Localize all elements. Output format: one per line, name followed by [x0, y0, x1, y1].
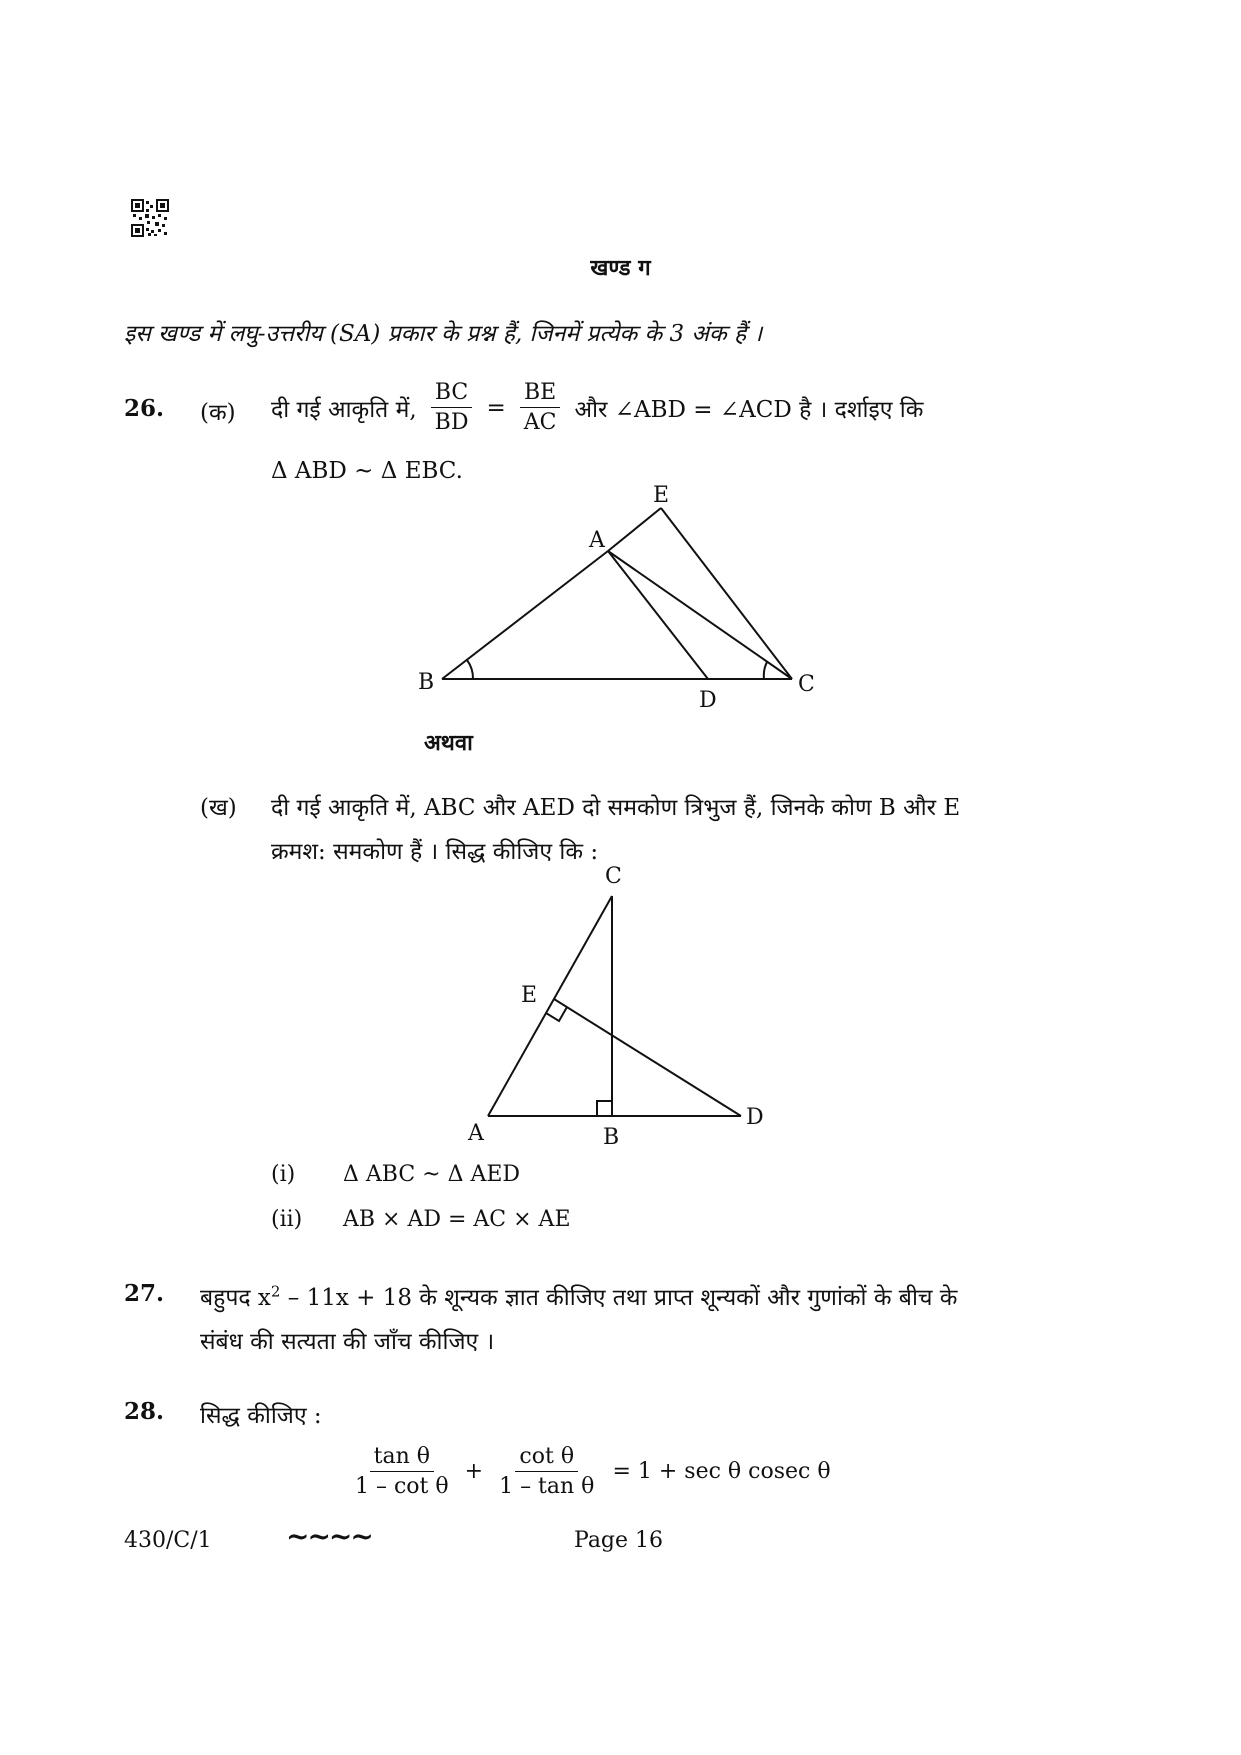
right-angle-b	[597, 1101, 612, 1116]
fraction-be-ac	[520, 380, 561, 435]
or-separator: अथवा	[424, 730, 473, 756]
label-a: A	[589, 528, 605, 553]
q27-suffix: – 11x + 18 के शून्यक ज्ञात कीजिए तथा प्राप्त शून्यकों और गुणांकों के बीच के	[280, 1285, 958, 1311]
q27-exponent: 2	[270, 1282, 281, 1301]
line-ec	[661, 508, 792, 679]
equation-rhs: = 1 + sec θ cosec θ	[612, 1459, 831, 1484]
qr-code	[131, 199, 169, 237]
angle-acd-arc	[764, 662, 767, 679]
fraction-denominator: BD	[434, 410, 469, 435]
fraction-bc-bd	[431, 380, 473, 435]
question-28-number: 28.	[124, 1398, 165, 1425]
q26a-text-before: दी गई आकृति में,	[271, 396, 417, 423]
question-27-number: 27.	[124, 1280, 165, 1307]
section-title: खण्ड ग	[590, 255, 651, 281]
fraction-numerator: tan θ	[370, 1444, 434, 1472]
item-i-label: (i)	[271, 1162, 296, 1187]
item-i-text: Δ ABC ~ Δ AED	[343, 1162, 521, 1187]
line-ad	[608, 551, 708, 679]
wave-divider: ~~~~	[286, 1520, 372, 1553]
question-26a-line2: Δ ABD ~ Δ EBC.	[271, 458, 463, 484]
line-ba	[442, 551, 608, 679]
label-b: B	[603, 1125, 620, 1150]
line-ae	[608, 508, 661, 551]
section-instructions: इस खण्ड में लघु-उत्तरीय (SA) प्रकार के प्रश्न हैं, जिनमें प्रत्येक के 3 अंक हैं ।	[124, 321, 763, 347]
fraction-numerator: BE	[520, 380, 560, 408]
label-a: A	[468, 1121, 484, 1146]
question-26b-line2: क्रमश: समकोण हैं । सिद्ध कीजिए कि :	[271, 839, 599, 865]
question-26a-statement	[271, 380, 923, 435]
label-e: E	[521, 983, 538, 1008]
fraction-tan-over-1-minus-cot	[351, 1444, 453, 1499]
question-26-number: 26.	[124, 395, 165, 422]
question-26b-label: (ख)	[200, 795, 237, 821]
label-c: C	[605, 864, 622, 889]
figure-26a	[400, 480, 830, 720]
page-number: Page 16	[574, 1528, 664, 1553]
question-28-intro: सिद्ध कीजिए :	[200, 1403, 322, 1429]
line-ac	[488, 896, 612, 1116]
fraction-denominator: 1 – tan θ	[499, 1474, 595, 1499]
question-26b-line1: दी गई आकृति में, ABC और AED दो समकोण त्रिभुज हैं, जिनके कोण B और E	[271, 795, 961, 821]
fraction-numerator: BC	[431, 380, 472, 408]
question-28-equation	[345, 1444, 831, 1499]
question-27-line2: संबंध की सत्यता की जाँच कीजिए ।	[200, 1329, 495, 1355]
question-26a-label: (क)	[200, 400, 236, 426]
plus-sign: +	[464, 1459, 484, 1484]
label-e: E	[653, 483, 670, 508]
line-ac	[608, 551, 792, 679]
label-d: D	[746, 1105, 764, 1130]
item-ii-text: AB × AD = AC × AE	[343, 1207, 571, 1232]
label-b: B	[418, 670, 435, 695]
angle-abd-arc	[467, 660, 473, 679]
paper-code: 430/C/1	[124, 1528, 212, 1553]
fraction-denominator: 1 – cot θ	[355, 1474, 449, 1499]
figure-26b	[460, 860, 780, 1160]
fraction-denominator: AC	[523, 410, 557, 435]
question-27-line1	[200, 1280, 957, 1312]
line-ed	[554, 999, 741, 1116]
label-c: C	[798, 672, 815, 697]
fraction-cot-over-1-minus-tan	[495, 1444, 598, 1499]
equals-sign: =	[486, 394, 506, 421]
item-ii-label: (ii)	[271, 1207, 303, 1232]
label-d: D	[699, 688, 717, 713]
fraction-numerator: cot θ	[515, 1444, 578, 1472]
q26a-text-after: और ∠ABD = ∠ACD है । दर्शाइए कि	[574, 396, 924, 423]
q27-prefix: बहुपद x	[200, 1285, 271, 1311]
